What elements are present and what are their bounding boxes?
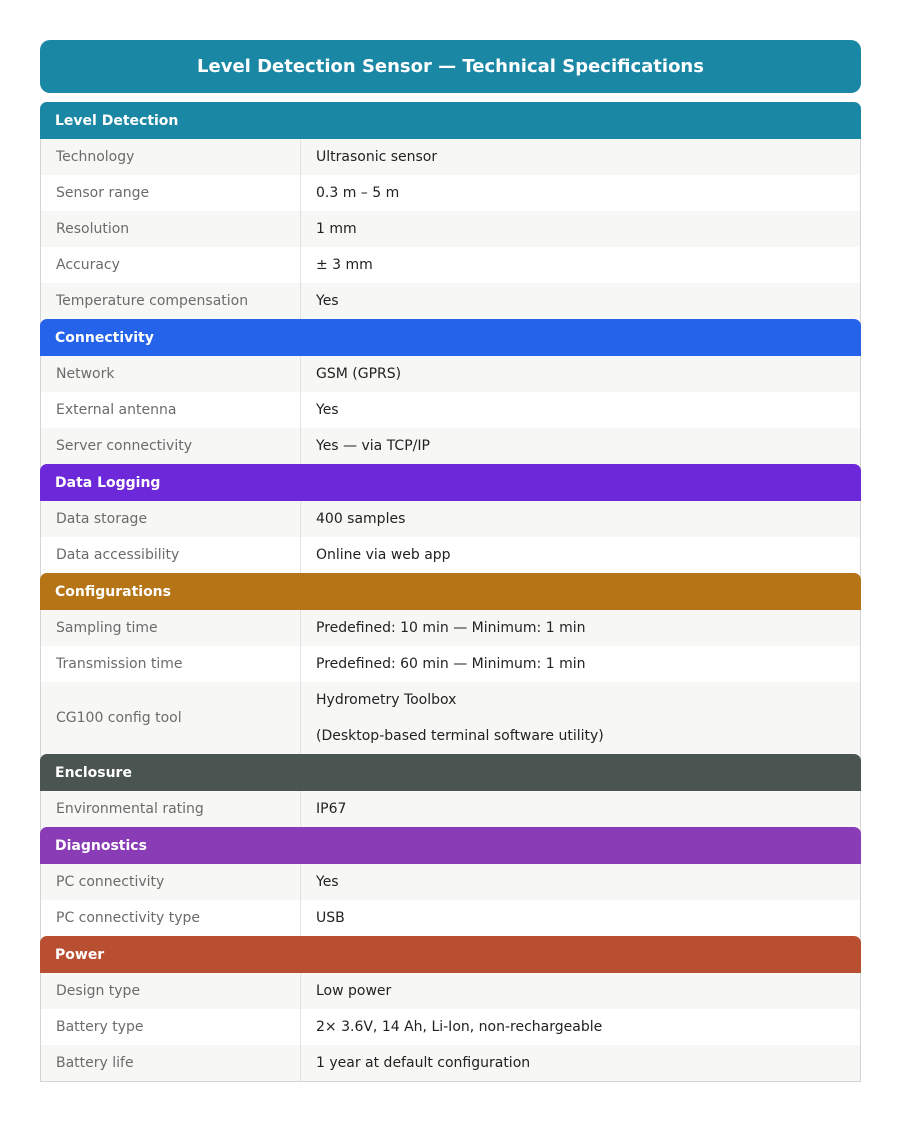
spec-row: [41, 501, 860, 537]
spec-value: [301, 646, 860, 682]
spec-row: [41, 175, 860, 211]
spec-value-line: Yes: [316, 402, 339, 418]
spec-value-line: Hydrometry Toolbox: [316, 692, 457, 708]
spec-value-line: 1 year at default configuration: [316, 1055, 531, 1071]
spec-row: [41, 900, 860, 936]
spec-label: Sampling time: [41, 610, 301, 646]
spec-label: Design type: [41, 973, 301, 1009]
spec-value: [301, 682, 860, 754]
spec-value-line: Online via web app: [316, 547, 451, 563]
spec-value: [301, 247, 860, 283]
spec-value-line: Low power: [316, 983, 392, 999]
spec-row: [41, 682, 860, 754]
spec-value: [301, 501, 860, 537]
section-header-diagnostics: Diagnostics: [40, 827, 861, 864]
spec-value-line: (Desktop-based terminal software utility): [316, 728, 604, 744]
spec-value-line: Predefined: 60 min — Minimum: 1 min: [316, 656, 586, 672]
spec-value: [301, 537, 860, 573]
spec-label: Server connectivity: [41, 428, 301, 464]
spec-value-line: GSM (GPRS): [316, 366, 402, 382]
spec-row: [41, 247, 860, 283]
spec-row: [41, 392, 860, 428]
spec-row: [41, 283, 860, 319]
spec-value-line: USB: [316, 910, 345, 926]
section-header-power: Power: [40, 936, 861, 973]
spec-row: [41, 646, 860, 682]
spec-value: [301, 791, 860, 827]
spec-value-line: 0.3 m – 5 m: [316, 185, 400, 201]
spec-value: [301, 973, 860, 1009]
spec-row: [41, 791, 860, 827]
spec-value-line: Ultrasonic sensor: [316, 149, 438, 165]
spec-label: Battery type: [41, 1009, 301, 1045]
section-header-data-logging: Data Logging: [40, 464, 861, 501]
spec-row: [41, 610, 860, 646]
spec-label: PC connectivity: [41, 864, 301, 900]
spec-value: [301, 610, 860, 646]
spec-label: Battery life: [41, 1045, 301, 1081]
section-header-connectivity: Connectivity: [40, 319, 861, 356]
spec-label: PC connectivity type: [41, 900, 301, 936]
section-header-enclosure: Enclosure: [40, 754, 861, 791]
spec-value: [301, 139, 860, 175]
spec-value-line: Predefined: 10 min — Minimum: 1 min: [316, 620, 586, 636]
spec-value-line: 1 mm: [316, 221, 357, 237]
spec-label: Temperature compensation: [41, 283, 301, 319]
spec-row: [41, 537, 860, 573]
spec-value: [301, 864, 860, 900]
spec-value-line: Yes — via TCP/IP: [316, 438, 430, 454]
spec-value: [301, 175, 860, 211]
spec-label: Network: [41, 356, 301, 392]
spec-row: [41, 211, 860, 247]
spec-value-line: ± 3 mm: [316, 257, 373, 273]
page-title: Level Detection Sensor — Technical Specifications: [40, 40, 861, 93]
section-header-level-detection: Level Detection: [40, 102, 861, 139]
spec-label: Data accessibility: [41, 537, 301, 573]
spec-row: [41, 973, 860, 1009]
spec-label: Accuracy: [41, 247, 301, 283]
spec-label: Resolution: [41, 211, 301, 247]
spec-value-line: 400 samples: [316, 511, 406, 527]
spec-value: [301, 356, 860, 392]
spec-value: [301, 283, 860, 319]
spec-value-line: 2× 3.6V, 14 Ah, Li-Ion, non-rechargeable: [316, 1019, 603, 1035]
spec-value: [301, 211, 860, 247]
spec-label: CG100 config tool: [41, 682, 301, 754]
spec-label: Data storage: [41, 501, 301, 537]
spec-value: [301, 428, 860, 464]
section-header-configurations: Configurations: [40, 573, 861, 610]
spec-row: [41, 428, 860, 464]
spec-value: [301, 392, 860, 428]
spec-table: [40, 102, 861, 1082]
spec-value: [301, 900, 860, 936]
spec-row: [41, 139, 860, 175]
spec-row: [41, 1045, 860, 1081]
spec-row: [41, 864, 860, 900]
spec-value: [301, 1045, 860, 1081]
spec-value-line: Yes: [316, 874, 339, 890]
spec-row: [41, 1009, 860, 1045]
spec-value-line: IP67: [316, 801, 347, 817]
spec-label: Sensor range: [41, 175, 301, 211]
spec-row: [41, 356, 860, 392]
spec-label: External antenna: [41, 392, 301, 428]
spec-label: Technology: [41, 139, 301, 175]
spec-value-line: Yes: [316, 293, 339, 309]
spec-value: [301, 1009, 860, 1045]
spec-label: Transmission time: [41, 646, 301, 682]
spec-label: Environmental rating: [41, 791, 301, 827]
